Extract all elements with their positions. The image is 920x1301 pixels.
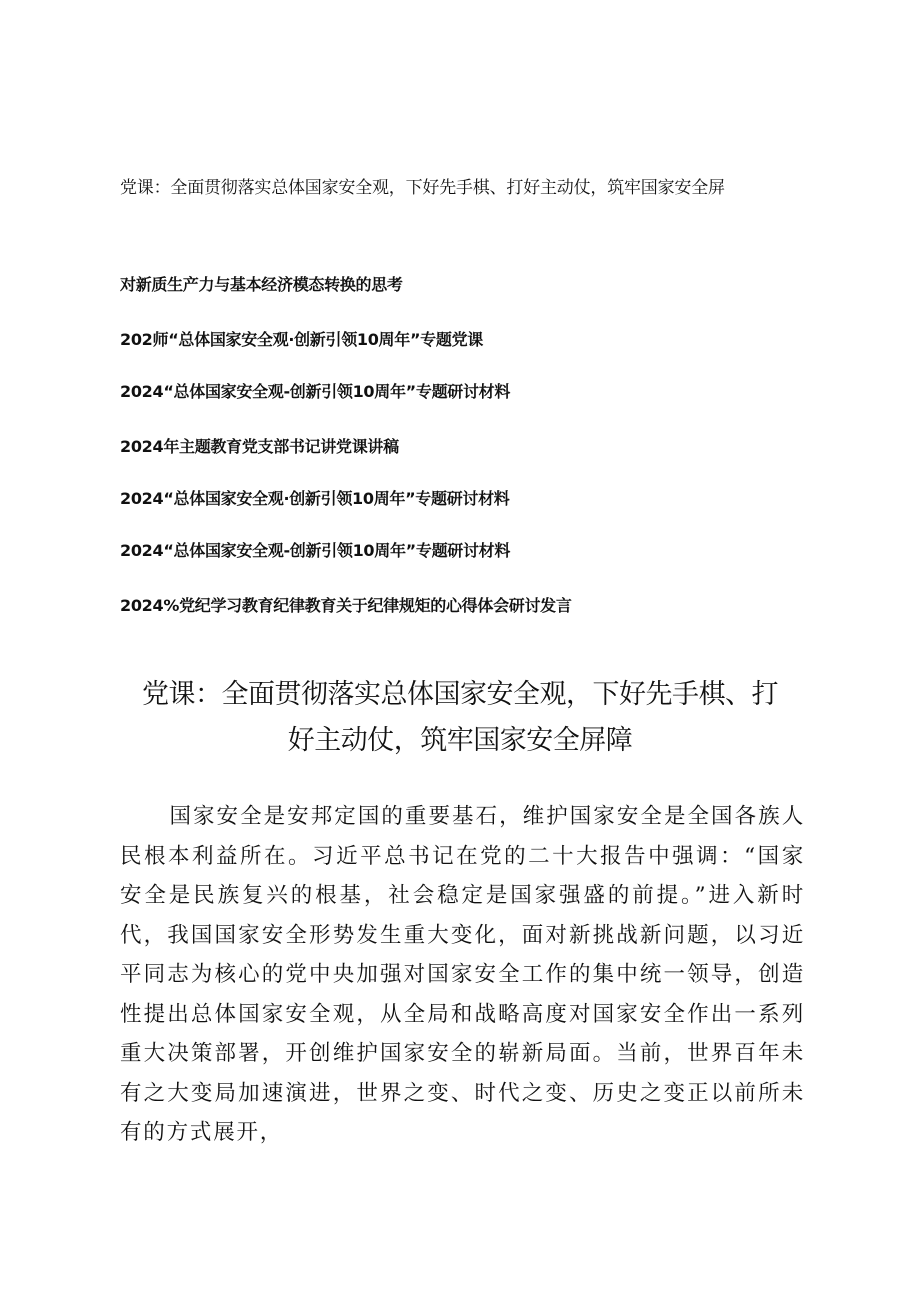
document-title [120,672,800,764]
toc-item-2[interactable]: 对新质生产力与基本经济模态转换的思考 [120,275,403,294]
toc-item-8[interactable]: 2024%党纪学习教育纪律教育关于纪律规矩的心得体会研讨发言 [120,596,572,615]
toc-item-6[interactable]: 2024“总体国家安全观·创新引领10周年”专题研讨材料 [120,489,510,508]
toc-item-1[interactable]: 党课：全面贯彻落实总体国家安全观，下好先手棋、打好主动仗，筑牢国家安全屏 [120,178,725,198]
toc-item-7[interactable]: 2024“总体国家安全观-创新引领10周年”专题研讨材料 [120,541,511,560]
body-paragraph: 国家安全是安邦定国的重要基石，维护国家安全是全国各族人民根本利益所在。习近平总书记在党的二十大报告中强调：“国家安全是民族复兴的根基，社会稳定是国家强盛的前提。”进入新时代，我国国家安全形势发生重大变化，面对新挑战新问题，以习近平同志为核心的党中央加强对国家安全工作的集中统一领导，创造性提出总体国家安全观，从全局和战略高度对国家安全作出一系列重大决策部署，开创维护国家安全的崭新局面。当前，世界百年未有之大变局加速演进，世界之变、时代之变、历史之变正以前所未有的方式展开， [120,804,805,1145]
toc-item-4[interactable]: 2024“总体国家安全观-创新引领10周年”专题研讨材料 [120,382,511,401]
document-title-line-2: 好主动仗，筑牢国家安全屏障 [287,725,633,756]
toc-item-5[interactable]: 2024年主题教育党支部书记讲党课讲稿 [120,437,399,456]
toc-item-3[interactable]: 202师“总体国家安全观·创新引领10周年”专题党课 [120,330,483,349]
document-title-line-1: 党课：全面贯彻落实总体国家安全观，下好先手棋、打 [142,679,778,710]
